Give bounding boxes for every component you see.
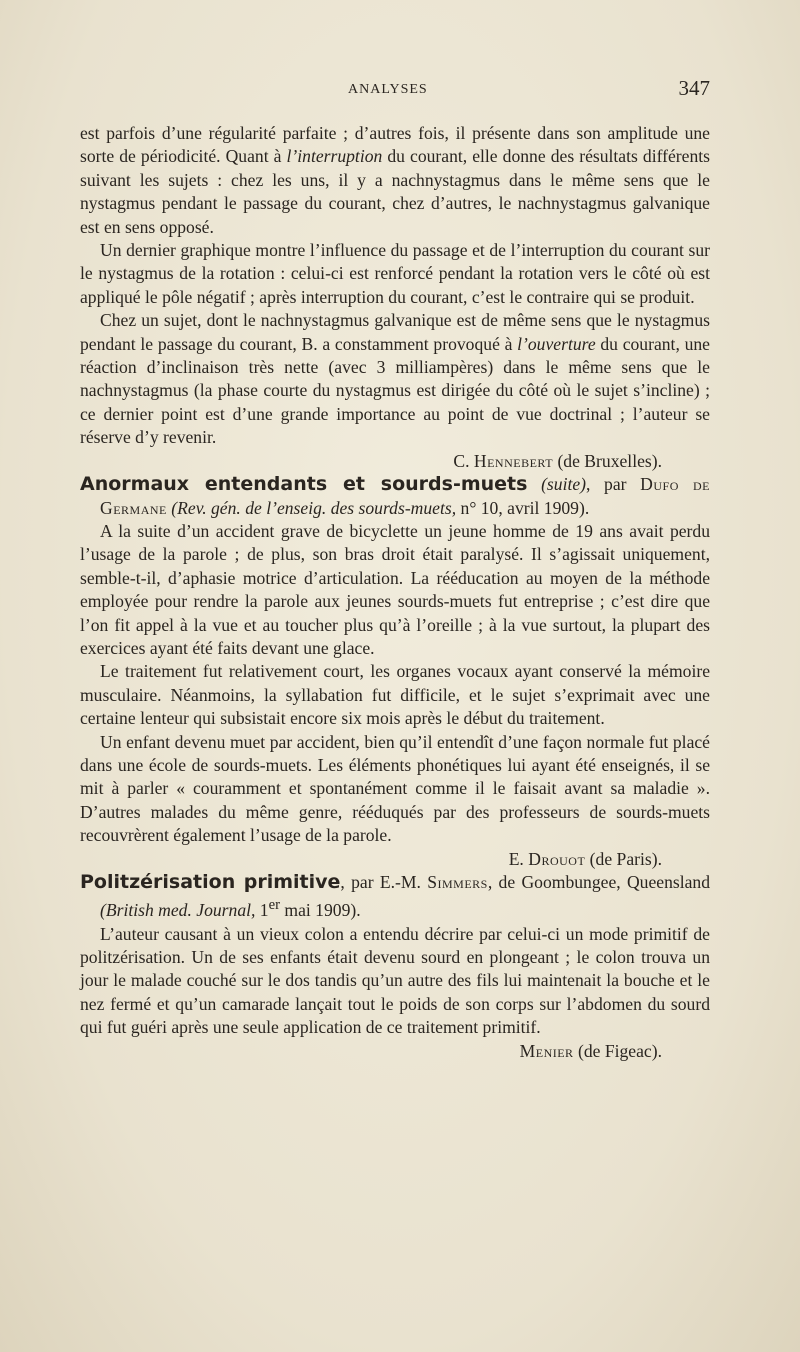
signature-hennebert: C. Hennebert (de Bruxelles). [453,450,662,471]
article-title: Politzérisation primitive [80,871,341,893]
page-number: 347 [678,76,710,100]
page-body [80,122,710,1063]
signature-menier: Menier (de Figeac). [519,1040,662,1061]
paragraph-6: Un enfant devenu muet par accident, bien qu’il entendît d’une façon normale fut placé dans une école de sourds-muets. Les éléments phonétiques lui ayant été enseignés, il se mit à parler « couramment et spontanément comme il le faisait avant sa maladie ». D’autres malades du même genre, rééduqués par des professeurs de sourds-muets recouvrèrent également l’usage de la parole. [80,731,710,846]
paragraph-1: est parfois d’une régularité parfaite ; d’autres fois, il présente dans son amplitude une sorte de périodicité. Quant à l’interruption du courant, elle donne des résultats différents suivant les sujets : chez les uns, il y a nachnystagmus dans le même sens que le nystagmus pendant le passage du courant, chez d’autres, le nachnystagmus galvanique est en sens opposé. [80,123,711,237]
paragraph-2: Un dernier graphique montre l’influence du passage et de l’interruption du courant sur le nystagmus de la rotation : celui-ci est renforcé pendant la rotation vers le côté où est appliqué le pôle négatif ; après interruption du courant, c’est le contraire qui se produit. [80,240,710,307]
signature-drouot: E. Drouot (de Paris). [508,848,662,869]
running-title: ANALYSES [348,82,428,97]
page-header [80,76,710,106]
article-title: Anormaux entendants et sourds-muets [80,473,528,496]
article-heading-politzerisation: Politzérisation primitive, par E.-M. Simmers, de Goombungee, Queensland (British med. Journal, 1er mai 1909). [80,871,711,921]
paragraph-5: Le traitement fut relativement court, les organes vocaux ayant conservé la mémoire musculaire. Néanmoins, la syllabation fut difficile, et le sujet s’exprimait avec une certaine lenteur qui subsistait encore six mois après le début du traitement. [80,661,710,729]
paragraph-7: L’auteur causant à un vieux colon a entendu décrire par celui-ci un mode primitif de politzérisation. Un de ses enfants était devenu sourd en plongeant ; le colon trouva un jour le malade couché sur le dos tandis qu’un autre des fils lui maintenait la bouche et le nez fermé et qu’un camarade lançait tout le poids de son corps sur l’abdomen du sourd qui fut guéri après une seule application de ce traitement primitif. Menier (de Figeac). [80,923,710,1040]
paragraph-3: Chez un sujet, dont le nachnystagmus galvanique est de même sens que le nystagmus pendant le passage du courant, B. a constamment provoqué à l’ouverture du courant, une réaction d’inclinaison très nette (avec 3 milliampères) dans le même sens que le nachnystagmus (la phase courte du nystagmus est dirigée du côté où le sujet s’incline) ; ce dernier point est d’une grande importance au point de vue doctrinal ; l’auteur se réserve d’y revenir. [80,310,710,448]
paragraph-4: A la suite d’un accident grave de bicyclette un jeune homme de 19 ans avait perdu l’usage de la parole ; de plus, son bras droit était paralysé. Il s’agissait uniquement, semble-t-il, d’aphasie motrice d’articulation. La rééducation au moyen de la méthode employée pour rendre la parole aux jeunes sourds-muets fut entreprise ; c’est dire que l’on fit appel à la vue et au toucher plus qu’à l’oreille ; à la vue surtout, la plupart des exercices ayant été faits devant une glace. [80,520,710,658]
article-heading-anormaux: Anormaux entendants et sourds-muets (suite), par Dufo de Germane (Rev. gén. de l’enseig. des sourds-muets, n° 10, avril 1909). [80,473,710,518]
